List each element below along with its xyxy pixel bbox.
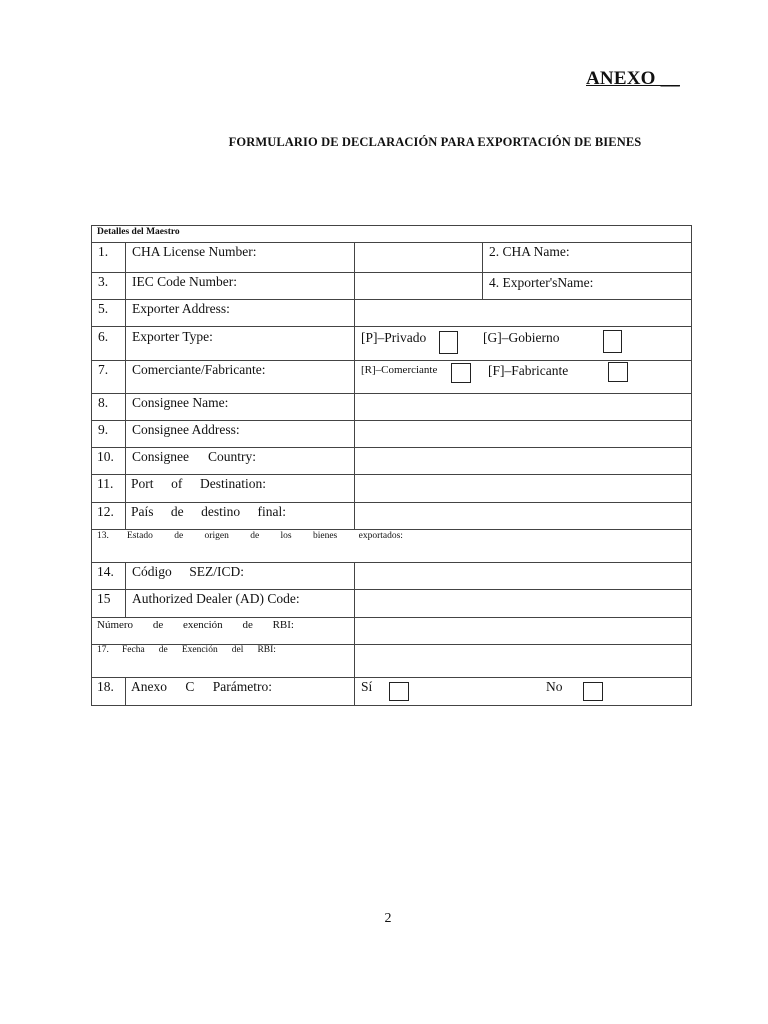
iec-code-label: IEC Code Number:: [132, 274, 237, 289]
manufacturer-option: [F]–Fabricante: [488, 363, 569, 378]
state-of-origin-label: Estado de origen de los bienes exportados:: [127, 531, 403, 541]
yes-checkbox[interactable]: [389, 682, 409, 701]
section-label: Detalles del Maestro: [97, 227, 180, 237]
trader-checkbox[interactable]: [451, 363, 471, 383]
rbi-exemption-date-field[interactable]: [355, 645, 690, 676]
no-option: No: [546, 679, 563, 694]
exporter-type-option-government: [G]–Gobierno: [483, 330, 560, 345]
exporter-address-label: Exporter Address:: [132, 301, 230, 316]
authorized-dealer-code-field[interactable]: [355, 590, 690, 616]
row-number: 3.: [98, 274, 109, 289]
cha-name-label: 2. CHA Name:: [489, 244, 570, 259]
iec-code-field[interactable]: [355, 273, 481, 298]
trader-option: [R]–Comerciante: [361, 364, 438, 376]
consignee-country-label: Consignee Country:: [132, 449, 256, 464]
final-destination-country-field[interactable]: [355, 503, 690, 528]
yes-option: Sí: [361, 679, 373, 694]
row-number: 8.: [98, 395, 109, 410]
final-destination-country-label: País de destino final:: [131, 504, 286, 519]
exporter-type-option-private: [P]–Privado: [361, 330, 427, 345]
sez-icd-code-label: Código SEZ/ICD:: [132, 564, 244, 579]
cha-license-label: CHA License Number:: [132, 244, 257, 259]
exporter-name-field[interactable]: [591, 273, 690, 298]
manufacturer-checkbox[interactable]: [608, 362, 628, 382]
number-column-divider: [125, 677, 126, 705]
no-checkbox[interactable]: [583, 682, 603, 701]
exporter-type-label: Exporter Type:: [132, 329, 213, 344]
port-of-destination-label: Port of Destination:: [131, 476, 266, 491]
row-number: 5.: [98, 301, 109, 316]
annex-c-parameter-label: Anexo C Parámetro:: [131, 679, 272, 694]
row-number: 17.: [97, 645, 109, 655]
exporter-address-field[interactable]: [355, 300, 690, 325]
sez-icd-code-field[interactable]: [355, 563, 690, 588]
row-divider: [91, 360, 692, 361]
form-title: FORMULARIO DE DECLARACIÓN PARA EXPORTACIÓN DE BIENES: [228, 135, 642, 149]
form-top-border: [91, 225, 692, 226]
state-of-origin-field[interactable]: [92, 543, 691, 561]
row-number: 7.: [98, 362, 109, 377]
row-number: 1.: [98, 244, 109, 259]
row-number: 9.: [98, 422, 109, 437]
form-right-border: [691, 225, 692, 706]
trader-manufacturer-label: Comerciante/Fabricante:: [132, 362, 266, 377]
number-column-divider: [125, 242, 126, 529]
consignee-name-field[interactable]: [355, 394, 690, 419]
cha-name-field[interactable]: [483, 259, 690, 271]
page-number: 2: [384, 911, 392, 926]
row-number: 14.: [97, 564, 114, 579]
row-divider: [91, 326, 692, 327]
port-of-destination-field[interactable]: [355, 475, 690, 501]
row-number: 18.: [97, 679, 114, 694]
annex-heading: ANEXO __: [586, 68, 680, 89]
consignee-name-label: Consignee Name:: [132, 395, 229, 410]
rbi-exemption-date-label: Fecha de Exención del RBI:: [122, 645, 276, 655]
form-bottom-border: [91, 705, 692, 706]
rbi-exemption-number-field[interactable]: [355, 618, 690, 643]
private-checkbox[interactable]: [439, 331, 458, 354]
declaration-form: [91, 225, 692, 706]
row-number: 11.: [97, 476, 114, 491]
number-column-divider: [125, 562, 126, 617]
row-divider: [91, 529, 692, 530]
form-left-border: [91, 225, 92, 706]
government-checkbox[interactable]: [603, 330, 622, 353]
exporter-name-label: 4. Exporter'sName:: [489, 275, 594, 290]
row-number: 10.: [97, 449, 114, 464]
row-divider: [91, 677, 692, 678]
consignee-address-field[interactable]: [355, 421, 690, 446]
consignee-address-label: Consignee Address:: [132, 422, 240, 437]
row-number: 15: [97, 591, 111, 606]
rbi-exemption-number-label: Número de exención de RBI:: [97, 619, 294, 631]
consignee-country-field[interactable]: [355, 448, 690, 473]
row-number: 6.: [98, 329, 109, 344]
row-number: 13.: [97, 531, 109, 541]
cha-license-field[interactable]: [355, 243, 481, 271]
authorized-dealer-code-label: Authorized Dealer (AD) Code:: [132, 591, 300, 606]
row-number: 12.: [97, 504, 114, 519]
